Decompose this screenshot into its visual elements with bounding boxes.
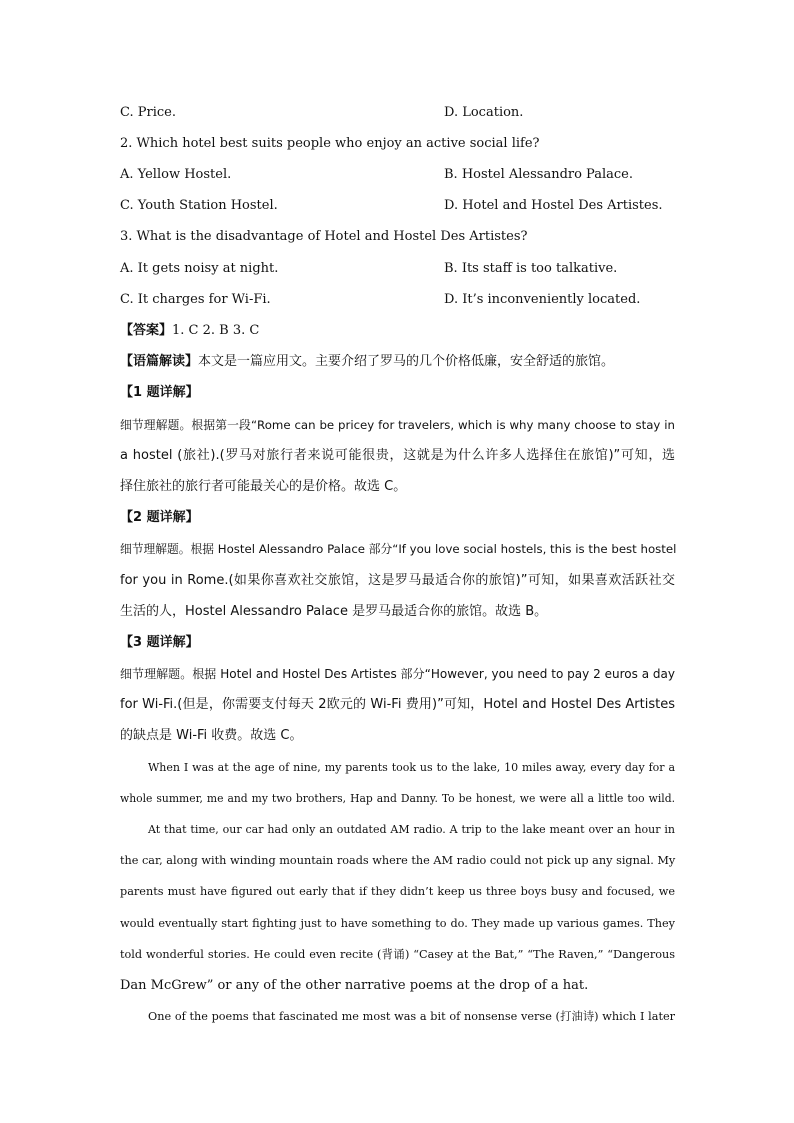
detail3-line-2: for Wi-Fi.(但是，你需要支付每天 2欧元的 Wi-Fi 费用)”可知，Hotel and Hostel Des Artistes [120,697,675,712]
answer-line [120,322,675,340]
summary-line [120,353,675,371]
passage-p1-line-1: When I was at the age of nine, my parents took us to the lake, 10 miles away, every day for a [148,761,675,774]
q3-option-b: B. Its staff is too talkative. [444,261,618,276]
passage-p3-line-1: One of the poems that fascinated me most was a bit of nonsense verse (打油诗) which I later [148,1010,675,1023]
summary-text: 本文是一篇应用文。主要介绍了罗马的几个价格低廉，安全舒适的旅馆。 [198,354,615,369]
detail1-line-2: a hostel (旅社).(罗马对旅行者来说可能很贵，这就是为什么许多人选择住在旅馆)”可知，选 [120,448,675,463]
passage-p2-line-1: At that time, our car had only an outdated AM radio. A trip to the lake meant over an hour in [148,823,675,836]
detail1-line-1: 细节理解题。根据第一段“Rome can be pricey for travelers, which is why many choose to stay in [120,418,675,432]
q3-option-c: C. It charges for Wi-Fi. [120,292,271,307]
passage-p1-line-2: whole summer, me and my two brothers, Hap and Danny. To be honest, we were all a little too wild. [120,792,675,805]
q2-option-d: D. Hotel and Hostel Des Artistes. [444,198,663,213]
detail2-line-3: 生活的人，Hostel Alessandro Palace 是罗马最适合你的旅馆。故选 B。 [120,604,548,619]
detail3-line-3: 的缺点是 Wi-Fi 收费。故选 C。 [120,728,303,743]
q1-option-d: D. Location. [444,105,524,120]
passage-p2-line-3: parents must have figured out early that if they didn’t keep us three boys busy and focused, we [120,885,675,898]
detail2-heading: 【2 题详解】 [120,510,199,525]
q1-option-c: C. Price. [120,105,176,120]
q2-stem: 2. Which hotel best suits people who enjoy an active social life? [120,136,540,151]
q2-option-c: C. Youth Station Hostel. [120,198,278,213]
passage-p2-line-4: would eventually start fighting just to have something to do. They made up various games. They [120,917,675,930]
summary-label: 【语篇解读】 [120,354,199,369]
answer-label: 【答案】 [120,323,173,338]
passage-p2-line-2: the car, along with winding mountain roads where the AM radio could not pick up any signal. My [120,854,676,867]
detail2-line-2: for you in Rome.(如果你喜欢社交旅馆，这是罗马最适合你的旅馆)”可知，如果喜欢活跃社交 [120,573,675,588]
q2-option-a: A. Yellow Hostel. [120,167,232,182]
detail2-line-1: 细节理解题。根据 Hostel Alessandro Palace 部分“If you love social hostels, this is the best hostel [120,542,677,556]
passage-p2-line-6: Dan McGrew” or any of the other narrative poems at the drop of a hat. [120,978,589,993]
q3-option-d: D. It’s inconveniently located. [444,292,641,307]
answer-text: 1. C 2. B 3. C [172,323,260,338]
passage-p2-line-5: told wonderful stories. He could even recite (背诵) “Casey at the Bat,” “The Raven,” “Dangerous [120,948,675,961]
q2-option-b: B. Hostel Alessandro Palace. [444,167,633,182]
detail3-line-1: 细节理解题。根据 Hotel and Hostel Des Artistes 部分“However, you need to pay 2 euros a day [120,667,675,681]
q3-option-a: A. It gets noisy at night. [120,261,279,276]
detail1-line-3: 择住旅社的旅行者可能最关心的是价格。故选 C。 [120,479,407,494]
detail3-heading: 【3 题详解】 [120,635,199,650]
detail1-heading: 【1 题详解】 [120,385,199,400]
q3-stem: 3. What is the disadvantage of Hotel and Hostel Des Artistes? [120,229,528,244]
